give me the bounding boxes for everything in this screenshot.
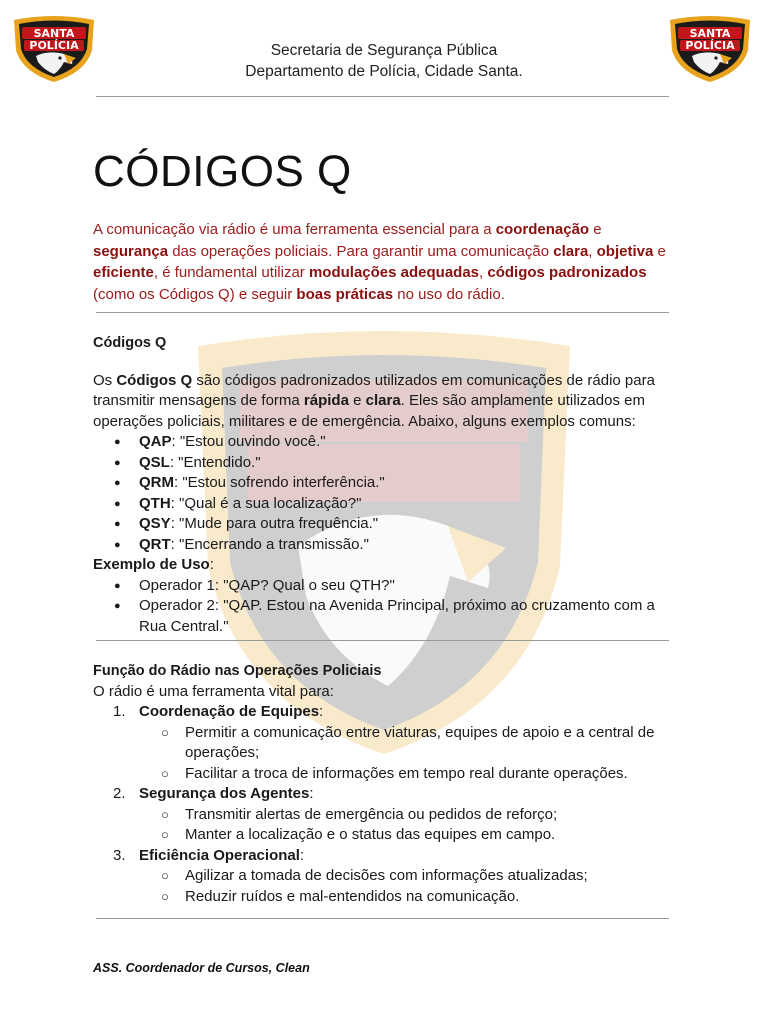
document-header	[0, 40, 768, 82]
example-heading: Exemplo de Uso:	[93, 556, 214, 573]
list-item: ● Operador 2: "QAP. Estou na Avenida Principal, próximo ao cruzamento com a Rua Central."	[93, 596, 677, 637]
list-item: ● QTH: "Qual é a sua localização?"	[93, 494, 677, 515]
list-item: ○ Transmitir alertas de emergência ou pedidos de reforço;	[139, 805, 677, 826]
footer-signature: ASS. Coordenador de Cursos, Clean	[93, 961, 310, 975]
list-item: ● Operador 1: "QAP? Qual o seu QTH?"	[93, 576, 677, 597]
list-item: ○ Reduzir ruídos e mal-entendidos na comunicação.	[139, 887, 677, 908]
codes-list	[93, 432, 677, 555]
section-divider	[96, 918, 669, 919]
svg-text:POLÍCIA: POLÍCIA	[685, 39, 735, 52]
svg-text:POLÍCIA: POLÍCIA	[29, 39, 79, 52]
list-item: 1. Coordenação de Equipes: ○ Permitir a comunicação entre viaturas, equipes de apoio e a central de operações; ○ Facilitar a troca de informações em tempo real durante operações.	[93, 702, 677, 784]
list-item: ○ Facilitar a troca de informações em tempo real durante operações.	[139, 764, 677, 785]
list-item: ● QRT: "Encerrando a transmissão."	[93, 535, 677, 556]
section-heading: Códigos Q	[93, 335, 167, 351]
section-heading: Função do Rádio nas Operações Policiais	[93, 663, 382, 679]
list-item: ● QAP: "Estou ouvindo você."	[93, 432, 677, 453]
list-item: ○ Agilizar a tomada de decisões com informações atualizadas;	[139, 866, 677, 887]
intro-paragraph: A comunicação via rádio é uma ferramenta essencial para a coordenação e segurança das operações policiais. Para garantir uma comunicação clara, objetiva e eficiente, é fundamental utilizar modulações adequadas, códigos padronizados (como os Códigos Q) e seguir boas práticas no uso do rádio.	[93, 221, 666, 303]
radio-section	[93, 661, 677, 907]
radio-functions-list	[93, 702, 677, 907]
list-item: ○ Permitir a comunicação entre viaturas, equipes de apoio e a central de operações;	[139, 723, 677, 764]
list-item: ● QSY: "Mude para outra frequência."	[93, 514, 677, 535]
list-item: ● QRM: "Estou sofrendo interferência."	[93, 473, 677, 494]
list-item: 3. Eficiência Operacional: ○ Agilizar a tomada de decisões com informações atualizadas; ○ Reduzir ruídos e mal-entendidos na comunicação.	[93, 846, 677, 908]
svg-text:SANTA: SANTA	[689, 27, 731, 40]
list-item: ○ Manter a localização e o status das equipes em campo.	[139, 825, 677, 846]
codes-section	[93, 333, 677, 637]
page-title: CÓDIGOS Q	[93, 147, 352, 196]
list-item: 2. Segurança dos Agentes: ○ Transmitir alertas de emergência ou pedidos de reforço; ○ Manter a localização e o status das equipes em campo.	[93, 784, 677, 846]
header-divider	[96, 96, 669, 97]
svg-text:SANTA: SANTA	[33, 27, 75, 40]
section-divider	[96, 640, 669, 641]
codes-description: Os Códigos Q são códigos padronizados utilizados em comunicações de rádio para transmitir mensagens de forma rápida e clara. Eles são amplamente utilizados em operações policiais, militares e de emergência. Abaixo, alguns exemplos comuns:	[93, 371, 655, 430]
radio-intro: O rádio é uma ferramenta vital para:	[93, 682, 334, 700]
header-line-2: Departamento de Polícia, Cidade Santa.	[245, 63, 523, 80]
list-item: ● QSL: "Entendido."	[93, 453, 677, 474]
header-line-1: Secretaria de Segurança Pública	[270, 42, 498, 59]
section-divider	[96, 312, 669, 313]
examples-list	[93, 576, 677, 638]
